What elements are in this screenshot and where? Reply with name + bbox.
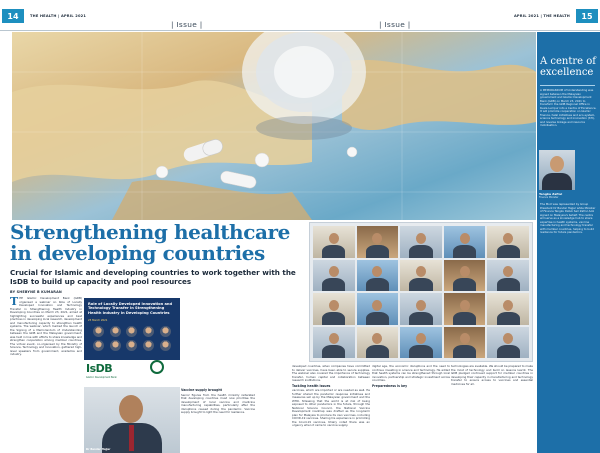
body-column-3-text: vaccines, which are imported or are needed as well. He further shared the pandemic response initiatives and measures set up by the Malaysian government and the WHO. Stressing that the world is at risk of being exposed to other pandemics in the future, through the National Science Council, the National Vaccine Development roadmap was drafted as the long-term plan for Malaysia to produce its own vaccines, including COVID-19 vaccines. Sharing his experience in promoting the Covid-19 vaccines, Khairy noted there was an urgency when it came to vaccine supply. <box>292 388 370 427</box>
body-column-4-text: developed countries, when companies have committed to deliver vaccines, have been able to secure supplies. The webinar also covered the importance of technology transfer, human capital and collaboration between research institutions. <box>292 364 370 382</box>
participant-tile <box>444 226 486 258</box>
participant-tile <box>444 293 486 325</box>
article-byline: BY SHEBYNE B KUMARAN <box>10 290 62 294</box>
avatar <box>93 326 104 337</box>
speaker-portrait <box>84 387 180 453</box>
sidebar-divider <box>540 85 595 86</box>
article-deck: Crucial for Islamic and developing countries to work together with the IsDB to build up capacity and pool resources <box>10 268 296 286</box>
isdb-logo: IsDB <box>86 362 113 375</box>
sidebar-caption-role: Finance Minister <box>539 196 559 199</box>
portrait-suit <box>542 173 572 190</box>
participant-tile <box>487 260 529 292</box>
sidebar-caption-name: Tengku Zafrul <box>539 192 563 196</box>
article-headline: Strengthening healthcare in developing countries <box>10 220 290 265</box>
body-column-5-text: digital age, the economic disruptions and the need to continue investing in science and technology. He added that health systems can be strengthened through local innovation, partnership and strategic investment across countries. <box>372 364 450 382</box>
avatar <box>143 326 154 337</box>
header-divider <box>0 30 600 31</box>
avatar <box>110 340 121 351</box>
participant-tile <box>357 327 399 359</box>
avatar <box>93 340 104 351</box>
avatar <box>126 326 137 337</box>
right-page-number: 15 <box>576 9 598 23</box>
body-column-1 <box>10 297 82 357</box>
participant-tile <box>444 260 486 292</box>
participant-tile <box>400 226 442 258</box>
issue-label-left: | Issue | <box>171 20 203 29</box>
participant-tile <box>313 293 355 325</box>
sidebar-intro-text: A MEMORANDUM of Understanding was signed between the Malaysian government and Islamic Development Bank (IsDB) on March 23, 2021 to transform the IsDB Regional Office in Kuala Lumpur into a Centre of Excellence. It will promote cooperation on Islamic finance, halal initiatives and eco-system, science technology and innovation (STI), and reverse linkage and resource mobilisation. <box>540 88 597 127</box>
participant-tile <box>313 327 355 359</box>
body-column-2-text: Senior figures from the health ministry reiterated that developing countries must now prioritise the development of local vaccine and medicine manufacturing capabilities, particularly after the disruptions caused during the pandemic. Vaccine supply brought to light the need for resilience. <box>181 392 255 414</box>
poster-title: Role of Locally Developed Innovation and Technology Transfer in Strengthening Health Industry in Developing Countries <box>88 302 173 315</box>
portrait-tie <box>129 425 134 451</box>
participant-tile <box>444 327 486 359</box>
avatar <box>160 326 171 337</box>
avatar <box>143 340 154 351</box>
participant-tile <box>487 226 529 258</box>
participant-tile <box>487 293 529 325</box>
hero-photo <box>12 32 536 220</box>
speaker-avatars <box>90 326 174 351</box>
body-column-1-text: HE Islamic Development Bank (IsDB) organised a webinar on Role of Locally Developed Innovation and Technology Transfer in Strengthening Health Industry in Developing Countries on March 23, 2021, aimed at highlighting successful experiences and best practices in developing local research, development and manufacturing capacity to strengthen health systems. The webinar, which marked the launch of the Signing of a Memorandum of Understanding between the IsDB and the Malaysian government, was held in line with efforts to share knowledge and strengthen cooperation among member countries. The virtual event, co-organised by the Ministry of Science, Technology and Innovation, gathered high-level speakers from government, academia and industry. <box>10 296 82 356</box>
body-column-5 <box>372 365 450 389</box>
participant-tile <box>357 260 399 292</box>
participant-tile <box>400 327 442 359</box>
drop-cap: T <box>10 295 19 308</box>
left-page-header <box>0 9 300 23</box>
body-column-2 <box>181 387 255 415</box>
webinar-poster <box>84 298 180 398</box>
subhead-preparedness: Preparedness is key <box>372 383 408 388</box>
subhead-tackling-health: Tackling health issues <box>292 383 331 388</box>
portrait-face <box>119 395 143 423</box>
participant-tile <box>357 226 399 258</box>
map-with-pills-illustration <box>12 32 536 220</box>
poster-date: 23 March 2021 <box>88 319 108 322</box>
portrait-face <box>550 156 564 172</box>
isdb-emblem-icon <box>150 360 164 374</box>
right-page-header <box>300 9 600 23</box>
right-running-head: APRIL 2021 | THE HEALTH <box>513 14 570 18</box>
body-column-4 <box>292 365 370 428</box>
participant-tile <box>400 260 442 292</box>
portrait-caption: Dr Bandar Hajjar <box>86 448 111 451</box>
participant-tile <box>400 293 442 325</box>
issue-label-right: | Issue | <box>379 20 411 29</box>
avatar <box>126 340 137 351</box>
body-column-6 <box>451 365 533 386</box>
sidebar-body-text: The MoU was represented by Group President Dr Bandar Hajjar while Minister of Finance Tengku Datuk Seri Zafrul Aziz signed on Malaysia's behalf. The centre will serve as a knowledge hub to share expertise in health systems, vaccine manufacturing and technology transfer with member countries, helping to build resilience for future pandemics. <box>540 202 596 234</box>
left-page-number: 14 <box>2 9 24 23</box>
avatar <box>160 340 171 351</box>
participant-tile <box>313 260 355 292</box>
participant-tile <box>357 293 399 325</box>
left-running-head: THE HEALTH | APRIL 2021 <box>30 14 87 18</box>
avatar <box>110 326 121 337</box>
isdb-logo-subtitle: Islamic Development Bank <box>86 376 117 379</box>
sidebar-title: A centre of excellence <box>540 56 596 78</box>
participant-tile <box>487 327 529 359</box>
participant-tile <box>313 226 355 258</box>
body-column-6-text: technologies are available. We should be prepared to make the most of technology and build on lessons learnt. The IsDB pledged continued support for member countries in developing their capacity in manufacturing and technology transfer to ensure access to vaccines and essential medicines for all. <box>451 364 533 386</box>
video-conference-screenshot <box>309 222 533 362</box>
sidebar-portrait <box>539 150 575 190</box>
subhead-vaccine-supply: Vaccine supply brought <box>181 388 223 392</box>
